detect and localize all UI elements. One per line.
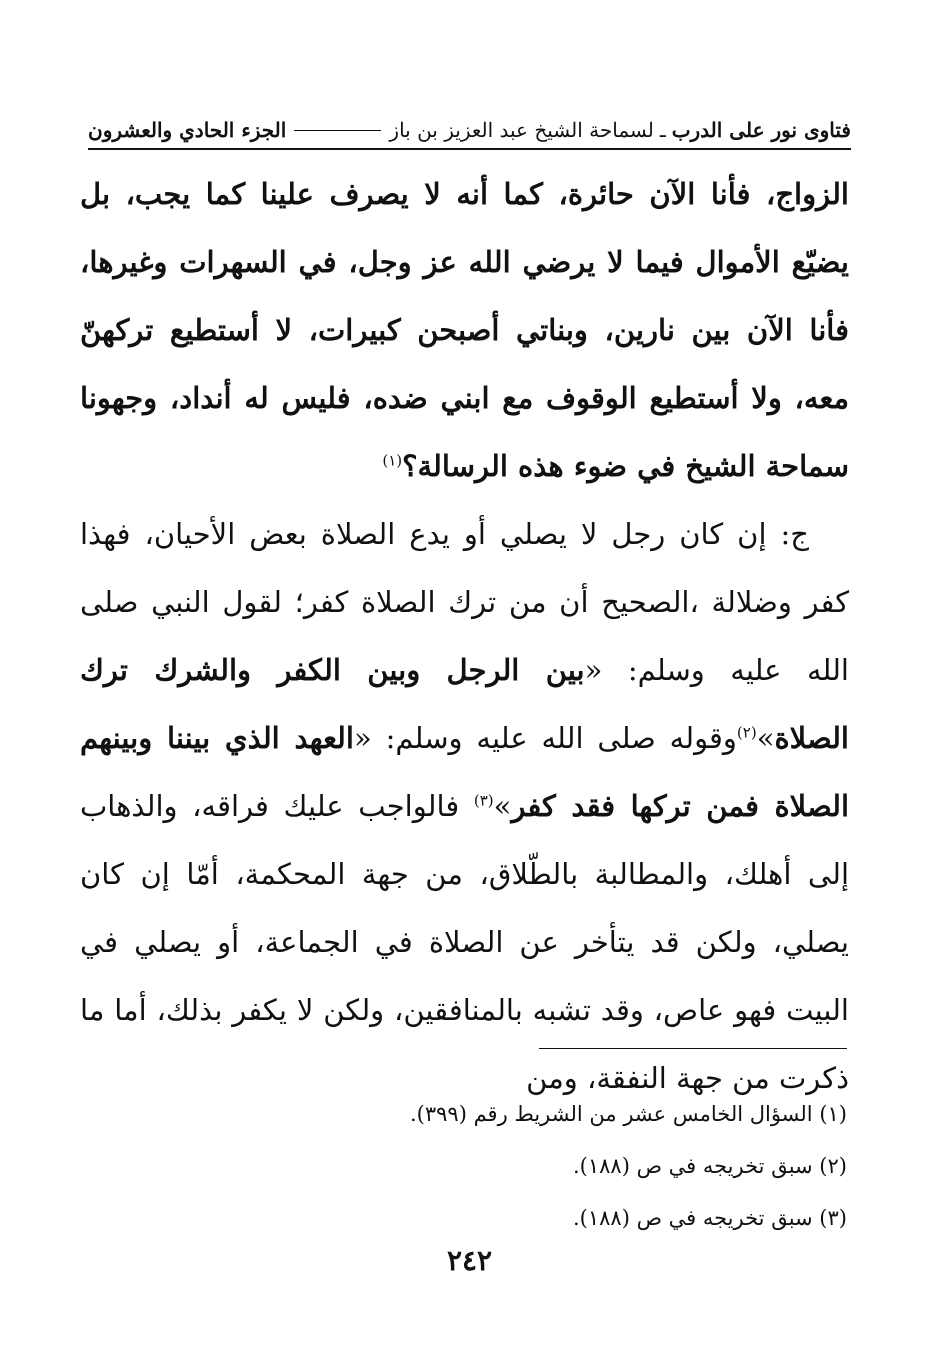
footnote-2: (٢) سبق تخريجه في ص (١٨٨).: [573, 1154, 847, 1178]
footnote-ref-1: (١): [382, 451, 403, 470]
header-book-title: فتاوى نور على الدرب: [671, 118, 851, 142]
body-text: [80, 160, 849, 1112]
footnote-separator: [539, 1048, 847, 1049]
answer-part-3: فالواجب عليك فراقه، والذهاب إلى أهلك، والمطالبة بالطّلاق، من جهة المحكمة، أمّا إن كان يصلي، ولكن قد يتأخر عن الصلاة في الجماعة، أو يصلي في البيت فهو عاص، وقد تشبه بالمنافقين، ولكن لا يكفر بذلك، أما ما ذكرت من جهة النفقة، ومن: [80, 789, 849, 1095]
quote-2-close: »: [493, 789, 512, 823]
header-dash: ـ: [659, 118, 666, 142]
footnote-1: (١) السؤال الخامس عشر من الشريط رقم (٣٩٩).: [409, 1102, 847, 1126]
question-text: الزواج، فأنا الآن حائرة، كما أنه لا يصرف علينا كما يجب، بل يضيّع الأموال فيما لا يرضي الله عز وجل، في السهرات وغيرها، فأنا الآن بين نارين، وبناتي أصبحن كبيرات، لا أستطيع تركهنّ معه، ولا أستطيع الوقوف مع ابني ضده، فليس له أنداد، وجهونا سماحة الشيخ في ضوء هذه الرسالة؟: [80, 177, 849, 483]
footnote-ref-3: (٣): [473, 791, 494, 810]
header-volume: الجزء الحادي والعشرون: [88, 118, 287, 142]
answer-part-1: ج: إن كان رجل لا يصلي أو يدع الصلاة بعض الأحيان، فهذا كفر وضلالة ،الصحيح أن من ترك الصلاة كفر؛ لقول النبي صلى الله عليه وسلم: «: [80, 517, 849, 687]
page-number: ٢٤٢: [446, 1244, 493, 1277]
quote-1-close: »: [756, 721, 775, 755]
footnotes: [120, 1088, 847, 1244]
footnote-ref-2: (٢): [736, 723, 757, 742]
running-header: [88, 112, 851, 150]
header-author: لسماحة الشيخ عبد العزيز بن باز: [389, 118, 654, 142]
footnote-3: (٣) سبق تخريجه في ص (١٨٨).: [573, 1206, 847, 1230]
answer-paragraph: [80, 500, 849, 1112]
header-rule: [294, 130, 381, 131]
question-paragraph: [80, 160, 849, 500]
hadith-quote-1: بين الرجل وبين الكفر والشرك ترك الصلاة: [80, 653, 849, 755]
answer-part-2: وقوله صلى الله عليه وسلم: «: [353, 721, 737, 755]
hadith-quote-2: العهد الذي بيننا وبينهم الصلاة فمن تركها فقد كفر: [80, 721, 849, 823]
